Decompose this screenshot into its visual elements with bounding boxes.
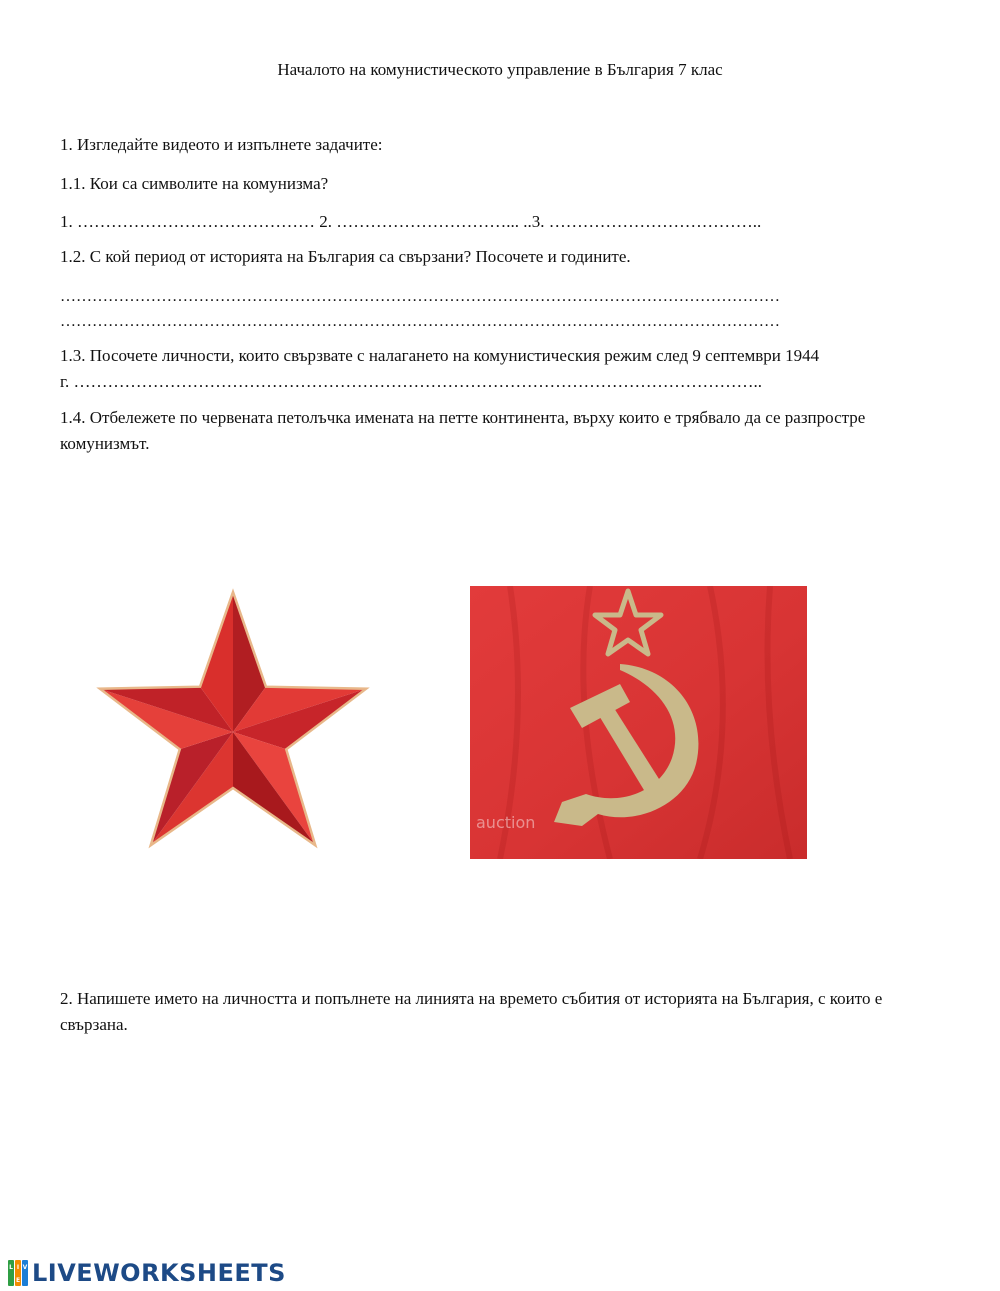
- question-1-1: 1.1. Кои са символите на комунизма?: [60, 174, 329, 193]
- answer-line-period-1[interactable]: ………………………………………………………………………………………………………………………: [60, 288, 780, 305]
- question-1-3: 1.3. Посочете личности, които свързвате с налагането на комунистическия режим след 9 септември 1944: [60, 346, 820, 365]
- question-1-intro: 1. Изгледайте видеото и изпълнете задачите:: [60, 135, 383, 154]
- flag-watermark: auction: [476, 813, 536, 832]
- answer-line-symbols[interactable]: 1. …………………………………… 2. …………………………... ..3. ………………………………..: [60, 212, 762, 231]
- worksheet-title: Началото на комунистическото управление в България 7 клас: [277, 60, 723, 79]
- soviet-flag-image: [470, 586, 807, 859]
- svg-text:E: E: [15, 1277, 21, 1284]
- question-1-4: 1.4. Отбележете по червената петолъчка имената на петте континента, върху които е трябвало да се разпростре комунизмът.: [60, 408, 866, 453]
- svg-text:L: L: [9, 1264, 13, 1271]
- question-1-2: 1.2. С кой период от историята на България са свързани? Посочете и годините.: [60, 247, 631, 266]
- answer-line-persons[interactable]: г. …………………………………………………………………………………………………………..: [60, 372, 763, 391]
- question-2: 2. Напишете името на личността и попълнете на линията на времето събития от историята на България, с които е свързана.: [60, 989, 883, 1034]
- red-star-image[interactable]: [92, 576, 374, 860]
- svg-text:V: V: [22, 1264, 28, 1271]
- answer-line-period-2[interactable]: ………………………………………………………………………………………………………………………: [60, 313, 780, 330]
- liveworksheets-logo-text: LIVEWORKSHEETS: [32, 1259, 286, 1287]
- svg-text:I: I: [16, 1264, 20, 1271]
- liveworksheets-logo-icon: [8, 1260, 30, 1286]
- liveworksheets-logo[interactable]: [8, 1258, 286, 1288]
